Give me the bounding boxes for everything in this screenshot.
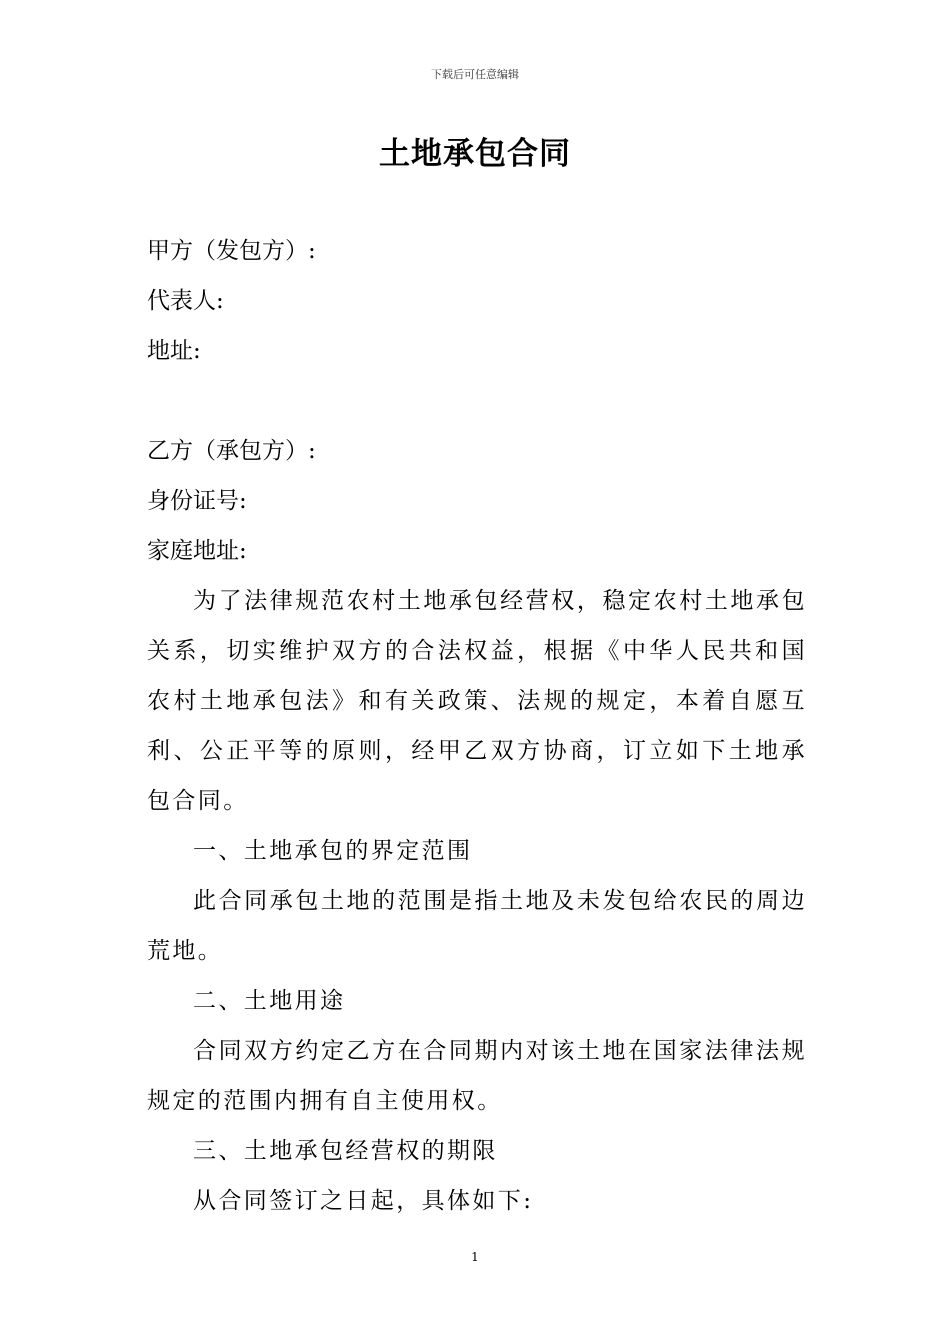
document-title: 土地承包合同 — [379, 136, 571, 172]
party-b-label: 乙方（承包方）: — [147, 438, 316, 464]
party-a-address: 地址: — [147, 338, 201, 364]
party-a-representative: 代表人: — [147, 288, 224, 314]
party-a-label: 甲方（发包方）: — [147, 238, 316, 264]
term-paragraph: 从合同签订之日起，具体如下: — [193, 1188, 534, 1214]
usage-paragraph: 合同双方约定乙方在合同期内对该土地在国家法律法规规定的范围内拥有自主使用权。 — [147, 1038, 807, 1114]
page-number: 1 — [471, 1250, 479, 1264]
party-b-id-number: 身份证号: — [147, 488, 247, 514]
section-heading-scope: 一、土地承包的界定范围 — [193, 838, 473, 864]
blank-line — [147, 376, 807, 426]
scope-paragraph: 此合同承包土地的范围是指土地及未发包给农民的周边荒地。 — [147, 888, 807, 964]
section-heading-term: 三、土地承包经营权的期限 — [193, 1138, 498, 1164]
party-b-home-address: 家庭地址: — [147, 538, 247, 564]
document-body — [147, 226, 807, 1226]
section-heading-usage: 二、土地用途 — [193, 988, 346, 1014]
preamble-paragraph: 为了法律规范农村土地承包经营权，稳定农村土地承包关系，切实维护双方的合法权益，根据《中华人民共和国农村土地承包法》和有关政策、法规的规定，本着自愿互利、公正平等的原则，经甲乙双方协商，订立如下土地承包合同。 — [147, 588, 807, 814]
header-note: 下载后可任意编辑 — [431, 68, 519, 81]
